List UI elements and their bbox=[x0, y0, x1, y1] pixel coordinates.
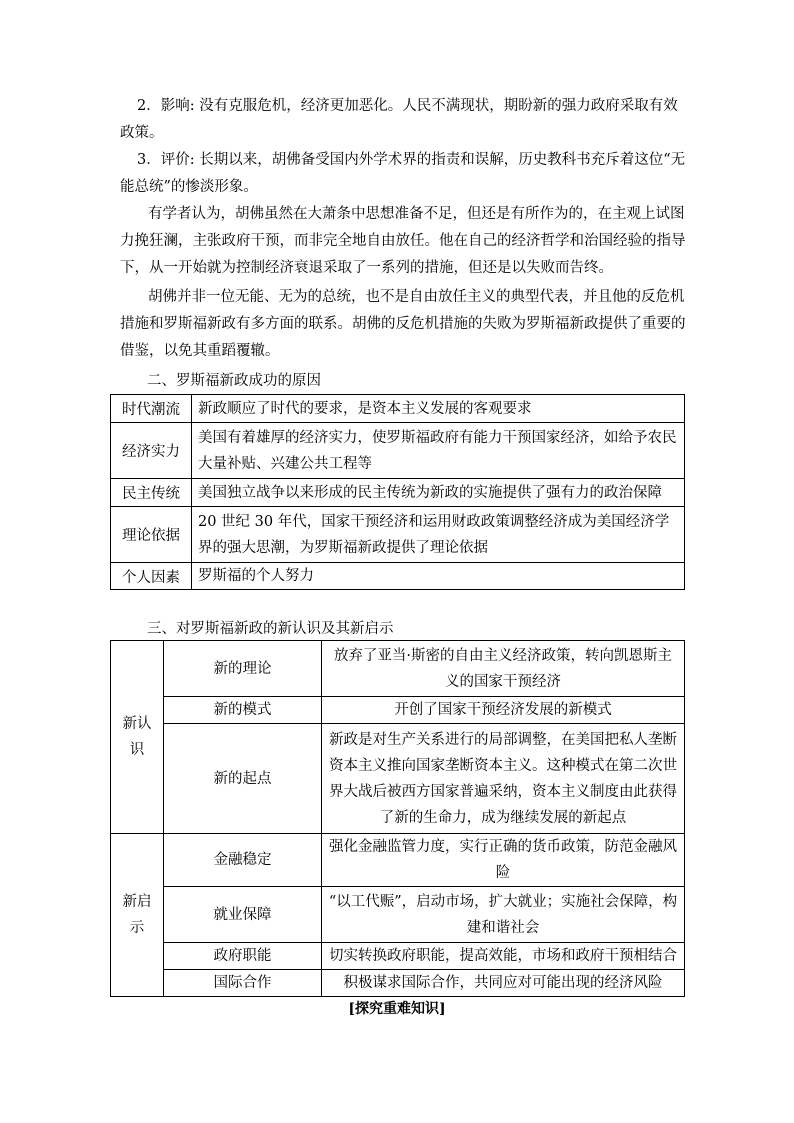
row-value: 美国独立战争以来形成的民主传统为新政的实施提供了强有力的政治保障 bbox=[192, 479, 685, 507]
impact-line-1: 2．影响: 没有克服危机，经济更加恶化。人民不满现状，期盼新的强力政府采取有效 bbox=[137, 98, 678, 114]
impact-line-2: 政策。 bbox=[120, 125, 164, 141]
table-row bbox=[111, 943, 685, 970]
scholar-paragraph-line-2: 力挽狂澜，主张政府干预，而非完全地自由放任。他在自己的经济哲学和治国经验的指导 bbox=[120, 233, 686, 249]
evaluation-line-1: 3．评价: 长期以来，胡佛备受国内外学术界的指责和误解，历史教科书充斥着这位“无 bbox=[137, 152, 686, 168]
row-key: 新的模式 bbox=[164, 697, 322, 724]
row-key: 个人因素 bbox=[111, 563, 192, 590]
section2-title: 二、罗斯福新政成功的原因 bbox=[147, 373, 321, 389]
row-key: 新的理论 bbox=[164, 641, 322, 697]
row-key: 理论依据 bbox=[111, 507, 192, 563]
row-value: 20 世纪 30 年代，国家干预经济和运用财政政策调整经济成为美国经济学界的强大思潮，为罗斯福新政提供了理论依据 bbox=[192, 507, 685, 563]
table-row bbox=[111, 970, 685, 997]
row-value: 罗斯福的个人努力 bbox=[192, 563, 685, 590]
row-value: 开创了国家干预经济发展的新模式 bbox=[322, 697, 685, 724]
row-key: 国际合作 bbox=[164, 970, 322, 997]
scholar-paragraph-line-3: 下，从一开始就为控制经济衰退采取了一系列的措施，但还是以失败而告终。 bbox=[120, 260, 613, 276]
row-value: “以工代赈”，启动市场，扩大就业；实施社会保障，构建和谐社会 bbox=[322, 887, 685, 943]
evaluation-line-2: 能总统”的惨淡形象。 bbox=[120, 179, 258, 195]
table-row bbox=[111, 834, 685, 887]
success-reasons-table bbox=[110, 394, 685, 590]
row-value: 积极谋求国际合作，共同应对可能出现的经济风险 bbox=[322, 970, 685, 997]
group-label-new-insight: 新启示 bbox=[111, 834, 164, 997]
table-row bbox=[111, 724, 685, 834]
table-row bbox=[111, 563, 685, 590]
row-key: 金融稳定 bbox=[164, 834, 322, 887]
row-value: 放弃了亚当·斯密的自由主义经济政策，转向凯恩斯主义的国家干预经济 bbox=[322, 641, 685, 697]
row-key: 民主传统 bbox=[111, 479, 192, 507]
row-value: 新政是对生产关系进行的局部调整，在美国把私人垄断资本主义推向国家垄断资本主义。这种模式在第二次世界大战后被西方国家普遍采纳，资本主义制度由此获得了新的生命力，成为继续发展的新起点 bbox=[322, 724, 685, 834]
row-key: 就业保障 bbox=[164, 887, 322, 943]
row-value: 强化金融监管力度，实行正确的货币政策，防范金融风险 bbox=[322, 834, 685, 887]
scholar-paragraph-line-1: 有学者认为，胡佛虽然在大萧条中思想准备不足，但还是有所作为的，在主观上试图 bbox=[148, 206, 685, 222]
table-row bbox=[111, 641, 685, 697]
hoover-paragraph-line-3: 借鉴，以免其重蹈覆辙。 bbox=[120, 343, 280, 359]
row-value: 美国有着雄厚的经济实力，使罗斯福政府有能力干预国家经济，如给予农民大量补贴、兴建公共工程等 bbox=[192, 423, 685, 479]
hoover-paragraph-line-1: 胡佛并非一位无能、无为的总统，也不是自由放任主义的典型代表，并且他的反危机 bbox=[148, 289, 685, 305]
hoover-paragraph-line-2: 措施和罗斯福新政有多方面的联系。胡佛的反危机措施的失败为罗斯福新政提供了重要的 bbox=[120, 316, 686, 332]
explore-heading: [探究重难知识] bbox=[348, 1001, 446, 1017]
group-label-new-understanding: 新认识 bbox=[111, 641, 164, 834]
table-row bbox=[111, 423, 685, 479]
new-understanding-table bbox=[110, 640, 685, 997]
table-row bbox=[111, 507, 685, 563]
row-key: 经济实力 bbox=[111, 423, 192, 479]
table-row bbox=[111, 697, 685, 724]
section3-title: 三、对罗斯福新政的新认识及其新启示 bbox=[147, 621, 394, 637]
row-key: 新的起点 bbox=[164, 724, 322, 834]
table-row bbox=[111, 479, 685, 507]
row-key: 政府职能 bbox=[164, 943, 322, 970]
row-key: 时代潮流 bbox=[111, 395, 192, 423]
row-value: 新政顺应了时代的要求，是资本主义发展的客观要求 bbox=[192, 395, 685, 423]
table-row bbox=[111, 887, 685, 943]
row-value: 切实转换政府职能，提高效能，市场和政府干预相结合 bbox=[322, 943, 685, 970]
table-row bbox=[111, 395, 685, 423]
